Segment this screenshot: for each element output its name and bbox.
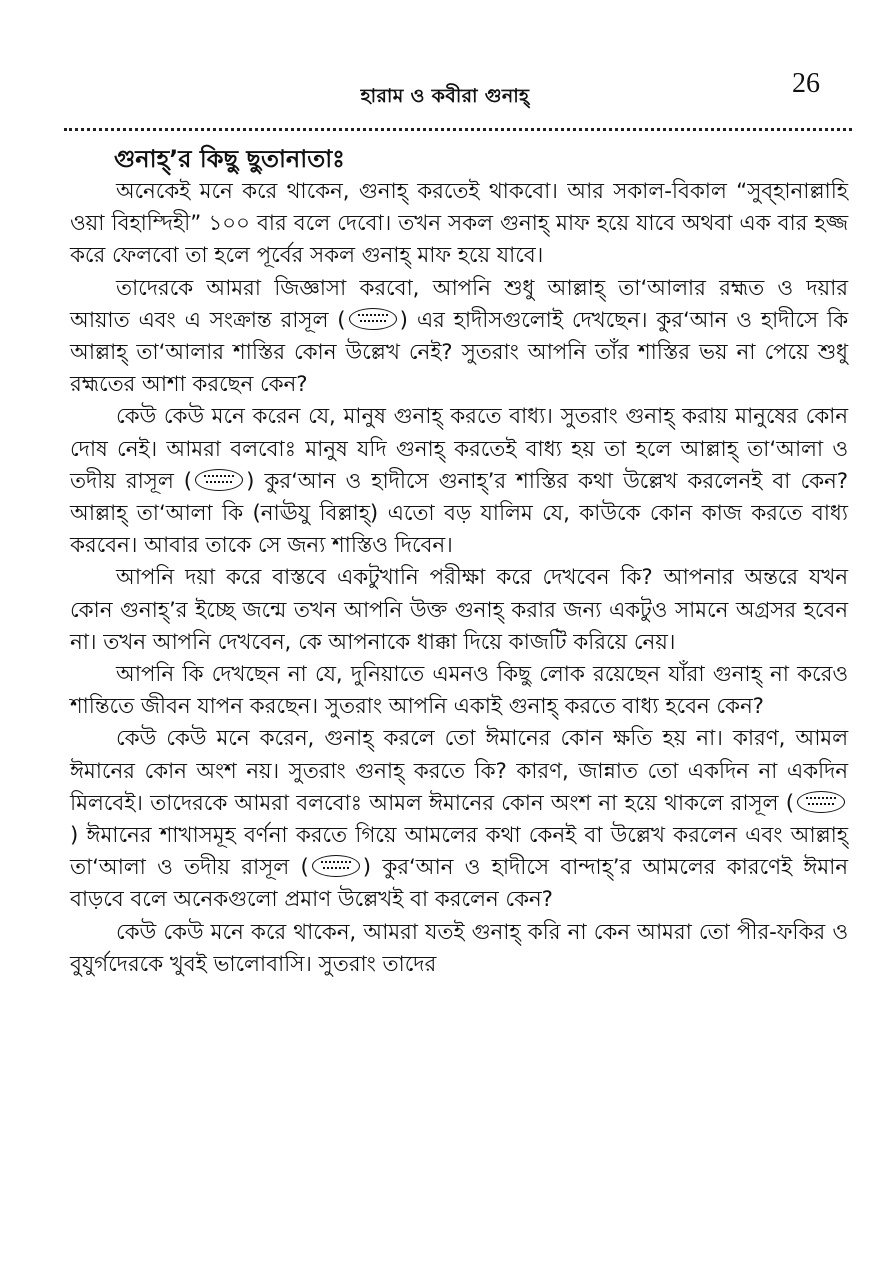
page-header	[60, 60, 830, 120]
section-heading: গুনাহ্’র কিছু ছুতানাতাঃ	[114, 145, 345, 173]
paragraph-text: ) কুর‘আন ও হাদীসে বান্দাহ্’র আমলের কারণেই ঈমান বাড়বে বলে অনেকগুলো প্রমাণ উল্লেখই বা করলেন কেন?	[70, 855, 848, 913]
paragraph-text: অনেকেই মনে করে থাকেন, গুনাহ্ করতেই থাকবো। আর সকাল-বিকাল “সুব্হানাল্লাহি ওয়া বিহাম্দিহী” ১০০ বার বলে দেবো। তখন সকল গুনাহ্ মাফ হয়ে যাবে অথবা এক বার হজ্জ করে ফেলবো তা হলে পূর্বের সকল গুনাহ্ মাফ হয়ে যাবে।	[70, 179, 848, 269]
paragraph	[70, 401, 848, 562]
paragraph	[70, 176, 848, 273]
page-number: 26	[792, 68, 820, 99]
salawat-seal-icon	[797, 791, 845, 813]
paragraph	[70, 659, 848, 723]
paragraph-text: কেউ কেউ মনে করেন, গুনাহ্ করলে তো ঈমানের কোন ক্ষতি হয় না। কারণ, আমল ঈমানের কোন অংশ নয়। সুতরাং গুনাহ্ করতে কি? কারণ, জান্নাত তো একদিন না একদিন মিলবেই। তাদেরকে আমরা বলবোঃ আমল ঈমানের কোন অংশ না হয়ে থাকলে রাসূল (	[70, 726, 848, 816]
page-body	[70, 142, 848, 981]
dotted-divider	[64, 128, 852, 131]
paragraph-text: ) কুর‘আন ও হাদীসে গুনাহ্’র শাস্তির কথা উল্লেখ করলেনই বা কেন? আল্লাহ্ তা‘আলা কি (নাঊযু বিল্লাহ্) এতো বড় যালিম যে, কাউকে কোন কাজ করতে বাধ্য করবেন। আবার তাকে সে জন্য শাস্তিও দিবেন।	[70, 468, 848, 559]
paragraph	[70, 917, 848, 981]
paragraph	[70, 562, 848, 659]
salawat-seal-icon	[349, 308, 397, 330]
paragraph-text: কেউ কেউ মনে করে থাকেন, আমরা যতই গুনাহ্ করি না কেন আমরা তো পীর-ফকির ও বুযুর্গদেরকে খুবই ভালোবাসি। সুতরাং তাদের	[70, 919, 848, 977]
paragraph	[70, 723, 848, 916]
running-title: হারাম ও কবীরা গুনাহ্	[360, 85, 530, 107]
paragraph-text: ) ঈমানের শাখাসমূহ বর্ণনা করতে গিয়ে আমলের কথা কেনই বা উল্লেখ করলেন এবং আল্লাহ্ তা‘আলা ও তদীয় রাসূল (	[70, 823, 848, 881]
paragraph	[70, 273, 848, 402]
salawat-seal-icon	[195, 469, 243, 491]
paragraph-text: তাদেরকে আমরা জিজ্ঞাসা করবো, আপনি শুধু আল্লাহ্ তা‘আলার রহ্মত ও দয়ার আয়াত এবং এ সংক্রান্ত রাসূল (	[70, 275, 848, 333]
paragraph-text: কেউ কেউ মনে করেন যে, মানুষ গুনাহ্ করতে বাধ্য। সুতরাং গুনাহ্ করায় মানুষের কোন দোষ নেই। আমরা বলবোঃ মানুষ যদি গুনাহ্ করতেই বাধ্য হয় তা হলে আল্লাহ্ তা‘আলা ও তদীয় রাসূল (	[70, 404, 848, 494]
paragraph-text: আপনি কি দেখছেন না যে, দুনিয়াতে এমনও কিছু লোক রয়েছেন যাঁরা গুনাহ্ না করেও শান্তিতে জীবন যাপন করছেন। সুতরাং আপনি একাই গুনাহ্ করতে বাধ্য হবেন কেন?	[70, 662, 848, 720]
paragraph-text: আপনি দয়া করে বাস্তবে একটুখানি পরীক্ষা করে দেখবেন কি? আপনার অন্তরে যখন কোন গুনাহ্’র ইচ্ছে জন্মে তখন আপনি উক্ত গুনাহ্ করার জন্য একটুও সামনে অগ্রসর হবেন না। তখন আপনি দেখবেন, কে আপনাকে ধাক্কা দিয়ে কাজটি করিয়ে নেয়।	[70, 565, 848, 655]
paragraph-text: ) এর হাদীসগুলোই দেখছেন। কুর‘আন ও হাদীসে কি আল্লাহ্ তা‘আলার শাস্তির কোন উল্লেখ নেই? সুতরাং আপনি তাঁর শাস্তির ভয় না পেয়ে শুধু রহ্মতের আশা করছেন কেন?	[70, 307, 848, 398]
salawat-seal-icon	[312, 855, 360, 877]
